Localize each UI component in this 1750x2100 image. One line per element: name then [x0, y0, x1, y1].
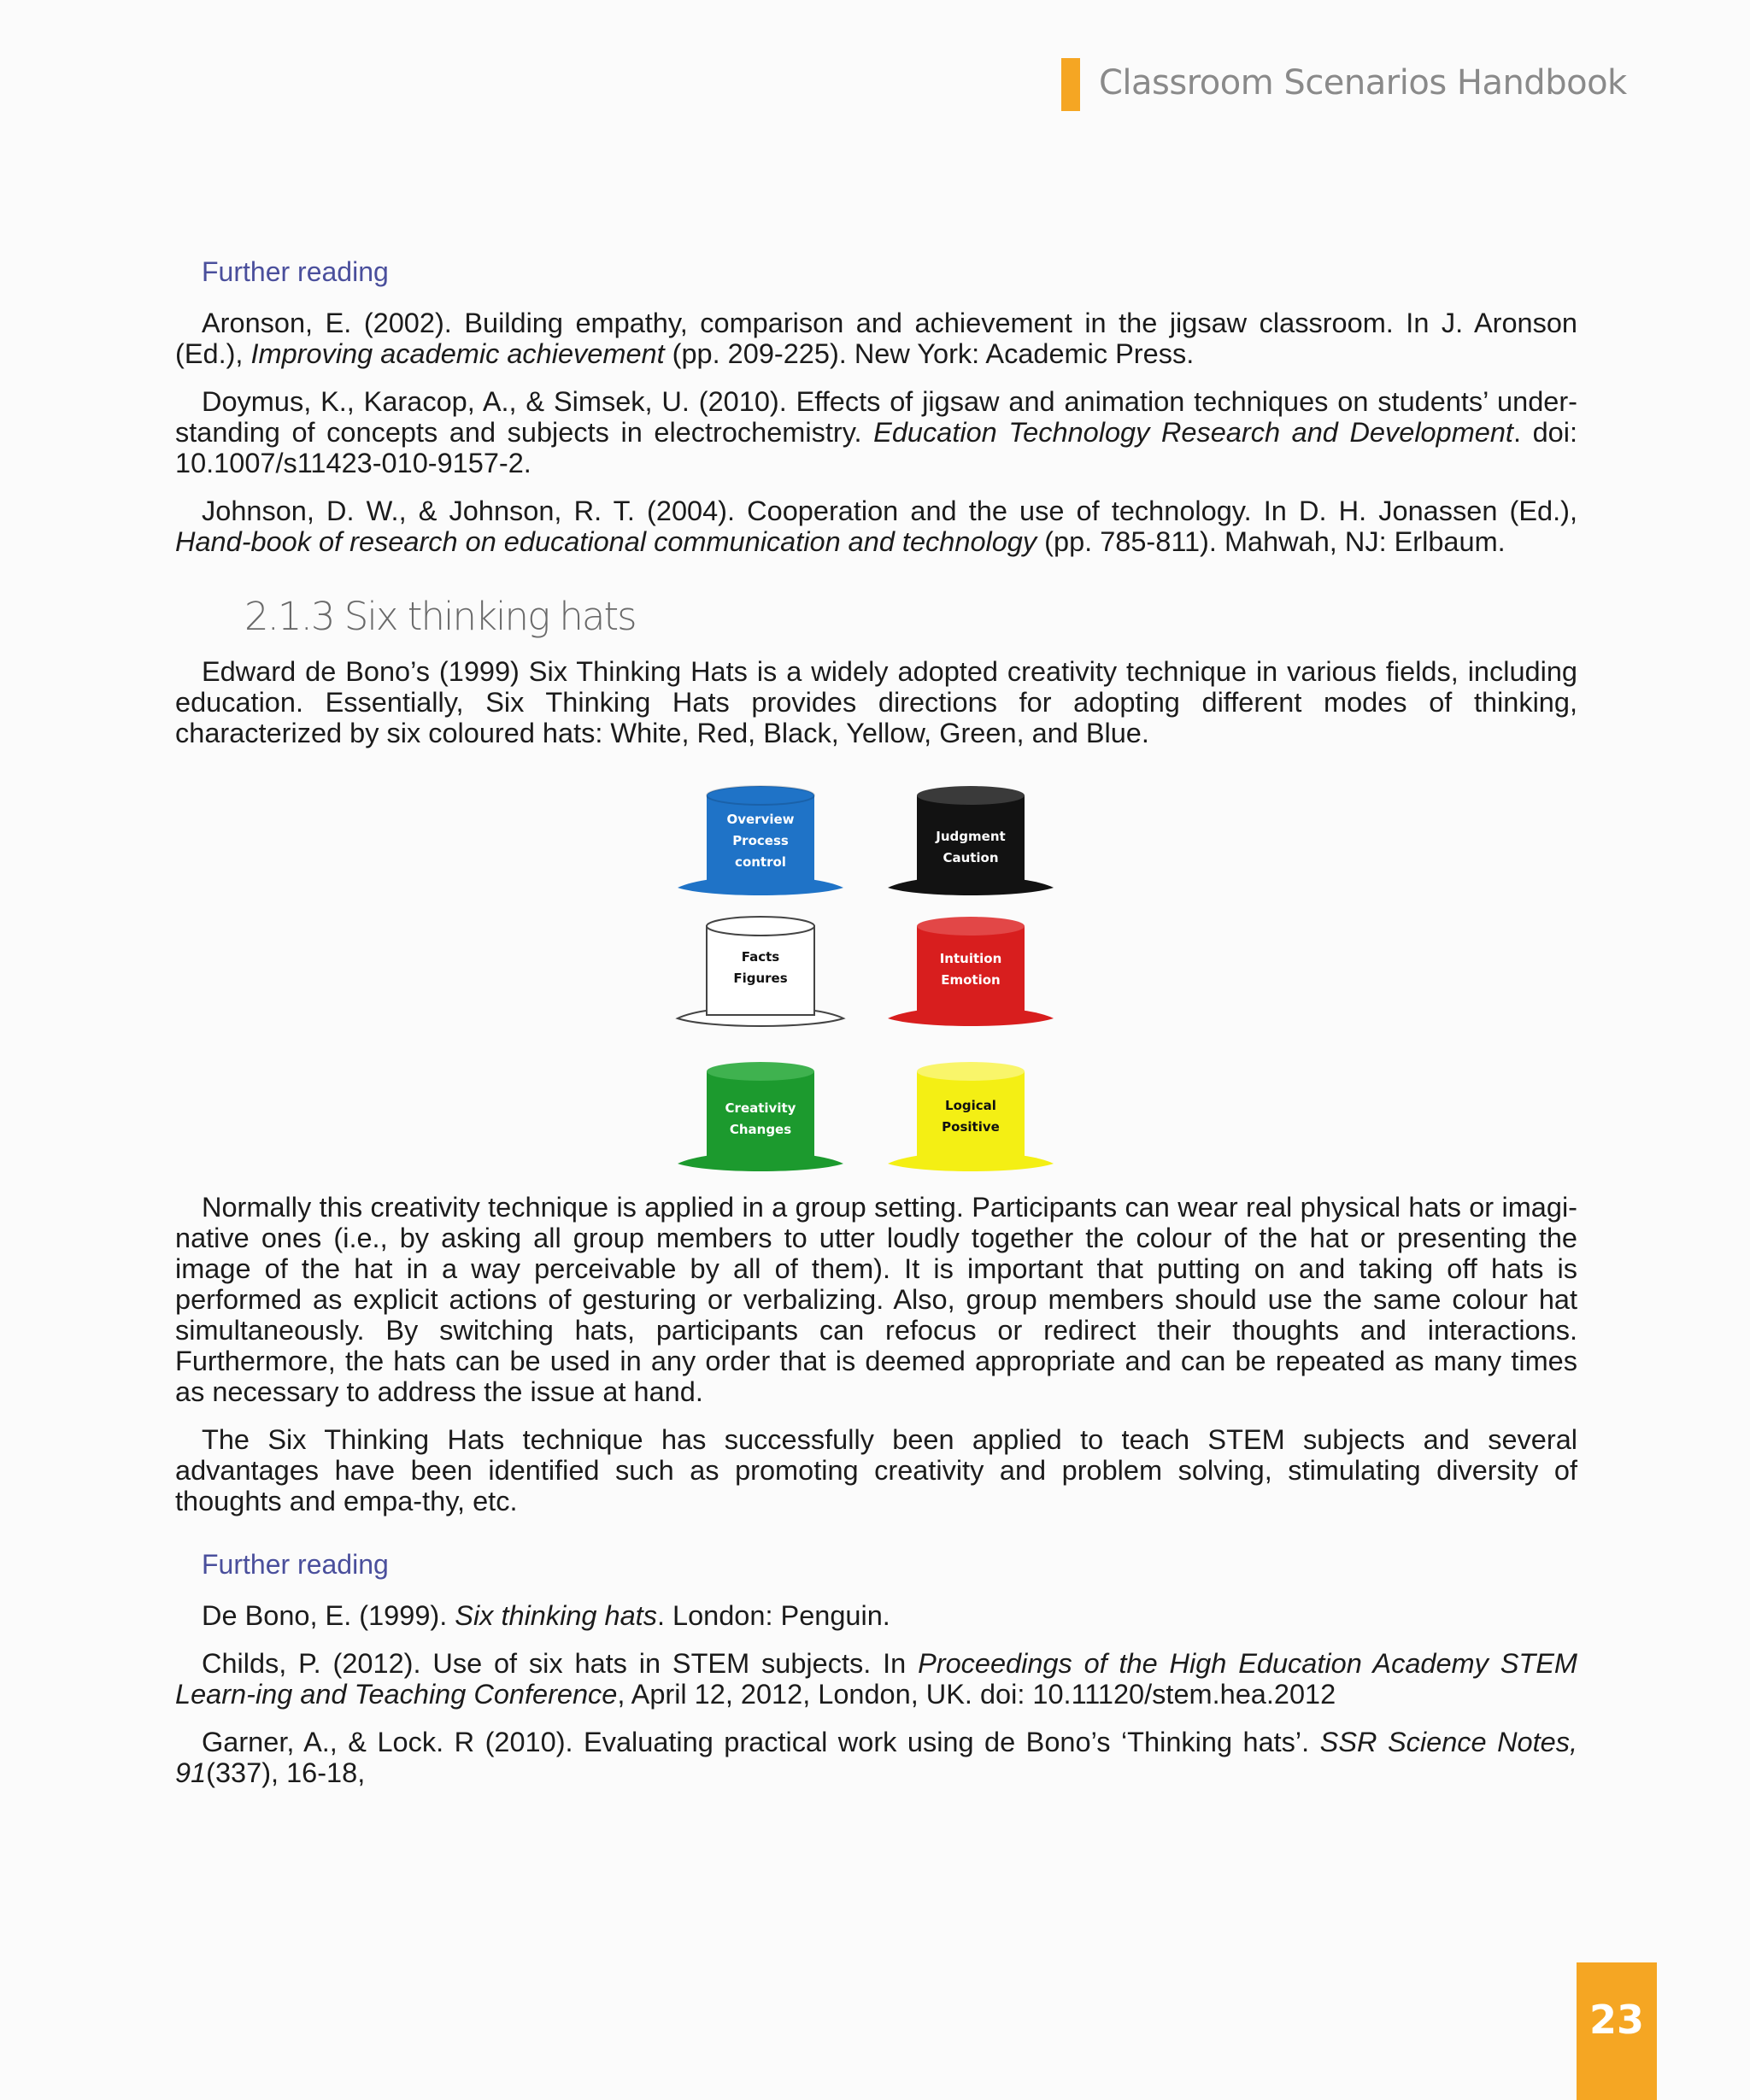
- hat-label: Logical Positive: [942, 1098, 1000, 1135]
- hat-label: Judgment Caution: [936, 829, 1006, 865]
- header-accent-bar: [1061, 58, 1080, 111]
- running-header: Classroom Scenarios Handbook: [1099, 63, 1627, 103]
- red-hat: [885, 914, 1056, 1029]
- reference: Garner, A., & Lock. R (2010). Evaluating practical work using de Bono’s ‘Thinking hats’. SSR Science Notes, 91(337), 16-18,: [175, 1727, 1578, 1788]
- reference: De Bono, E. (1999). Six thinking hats. London: Penguin.: [202, 1600, 890, 1631]
- body-paragraph: Normally this creativity technique is applied in a group setting. Participants can wear real physical hats or imagi-native ones (i.e., by asking all group members to utter loudly together the colour of the hat or presenting the image of the hat in a way perceivable by all of them). It is important that putting on and taking off hats is performed as explicit actions of gesturing or verbalizing. Also, group members should use the same colour hat simultaneously. By switching hats, participants can refocus or redirect their thoughts and interactions. Furthermore, the hats can be used in any order that is deemed appropriate and can be repeated as many times as necessary to address the issue at hand.: [175, 1192, 1577, 1407]
- yellow-hat: [885, 1059, 1056, 1175]
- black-hat: [885, 783, 1056, 899]
- section-title: 2.1.3 Six thinking hats: [244, 594, 636, 639]
- green-hat: [675, 1059, 846, 1175]
- hat-label: Overview Process control: [726, 812, 795, 870]
- hat-label: Creativity Changes: [725, 1100, 796, 1137]
- reference: Doymus, K., Karacop, A., & Simsek, U. (2010). Effects of jigsaw and animation techniques on students’ under-standing of concepts and subjects in electrochemistry. Education Technology Research and Development. doi: 10.1007/s11423-010-9157-2.: [175, 386, 1577, 478]
- reference: Johnson, D. W., & Johnson, R. T. (2004). Cooperation and the use of technology. In D. H. Jonassen (Ed.), Hand-book of research on educational communication and technology (pp. 785-811). Mahwah, NJ: Erlbaum.: [175, 496, 1577, 557]
- page-number-tab: [1577, 1962, 1657, 2100]
- hat-label: Intuition Emotion: [939, 951, 1002, 988]
- hat-label: Facts Figures: [733, 949, 788, 986]
- six-hats-figure: [656, 773, 1066, 1179]
- intro-paragraph: Edward de Bono’s (1999) Six Thinking Hats is a widely adopted creativity technique in various fields, including education. Essentially, Six Thinking Hats provides directions for adopting different modes of thinking, characterized by six coloured hats: White, Red, Black, Yellow, Green, and Blue.: [175, 656, 1577, 748]
- page-number: 23: [1589, 1997, 1644, 2043]
- further-reading-heading: Further reading: [202, 256, 389, 287]
- reference: Childs, P. (2012). Use of six hats in STEM subjects. In Proceedings of the High Education Academy STEM Learn-ing and Teaching Conference, April 12, 2012, London, UK. doi: 10.11120/stem.hea.2012: [175, 1648, 1577, 1710]
- body-paragraph: The Six Thinking Hats technique has successfully been applied to teach STEM subjects and several advantages have been identified such as promoting creativity and problem solving, stimulating diversity of thoughts and empa-thy, etc.: [175, 1424, 1577, 1516]
- white-hat: [675, 914, 846, 1029]
- reference: Aronson, E. (2002). Building empathy, comparison and achievement in the jigsaw classroom. In J. Aronson (Ed.), Improving academic achievement (pp. 209-225). New York: Academic Press.: [175, 308, 1577, 369]
- blue-hat: [675, 783, 846, 899]
- further-reading-heading: Further reading: [202, 1549, 389, 1580]
